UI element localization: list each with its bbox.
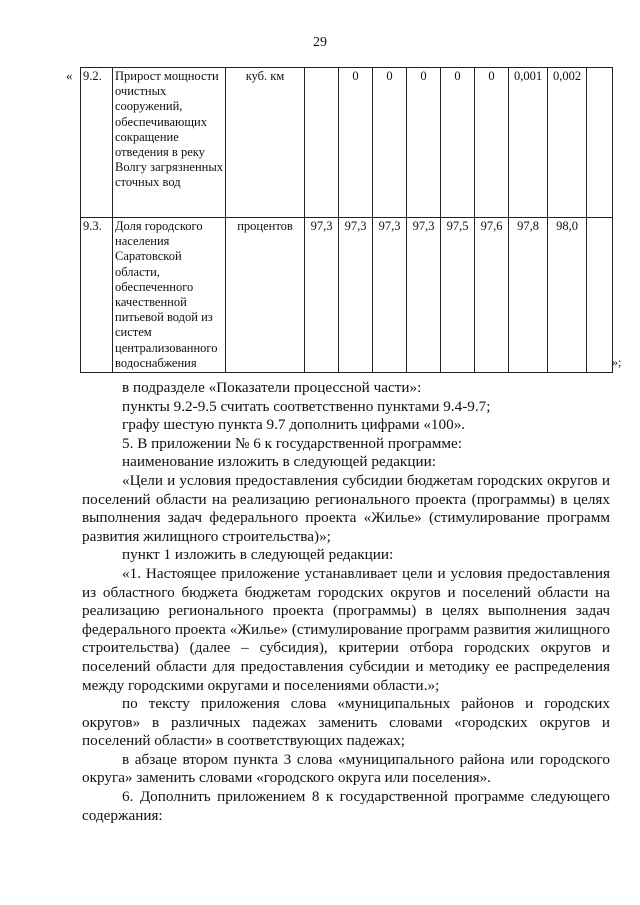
table-row <box>81 218 613 373</box>
paragraph: по тексту приложения слова «муниципальных районов и городских округов» в различных падежах заменить словами «городских округов и поселений области» в соответствующих падежах; <box>82 695 610 750</box>
row-number: 9.2. <box>81 68 113 218</box>
paragraph: «Цели и условия предоставления субсидии бюджетам городских округов и поселений области на реализацию регионального проекта (программы) в целях выполнения задач федерального проекта «Жилье» (стимулирование программ развития жилищного строительства)»; <box>82 471 610 545</box>
paragraph: пункты 9.2-9.5 считать соответственно пунктами 9.4-9.7; <box>122 397 491 415</box>
value-cell: 0 <box>407 68 441 218</box>
value-cell: 0 <box>441 68 475 218</box>
value-cell <box>587 68 613 218</box>
value-cell: 0,002 <box>548 68 587 218</box>
indicator-name: Прирост мощности очистных сооружений, обеспечивающих сокращение отведения в реку Волгу загрязненных сточных вод <box>113 68 226 218</box>
value-cell: 97,8 <box>509 218 548 373</box>
unit: куб. км <box>226 68 305 218</box>
paragraph: 5. В приложении № 6 к государственной программе: <box>122 434 462 452</box>
value-cell: 97,3 <box>407 218 441 373</box>
paragraph: 6. Дополнить приложением 8 к государственной программе следующего содержания: <box>82 788 610 824</box>
paragraph: в подразделе «Показатели процессной части»: <box>122 379 422 396</box>
unit: процентов <box>226 218 305 373</box>
value-cell: 0 <box>339 68 373 218</box>
value-cell: 97,3 <box>305 218 339 373</box>
page-number: 29 <box>313 35 327 50</box>
value-cell <box>587 218 613 373</box>
table-open-quote: « <box>66 68 73 83</box>
value-cell: 97,6 <box>475 218 509 373</box>
value-cell: 0 <box>475 68 509 218</box>
value-cell: 0,001 <box>509 68 548 218</box>
paragraph: пункт 1 изложить в следующей редакции: <box>122 546 394 564</box>
paragraph: наименование изложить в следующей редакции: <box>122 453 436 471</box>
value-cell: 98,0 <box>548 218 587 373</box>
row-number: 9.3. <box>81 218 113 373</box>
value-cell: 97,5 <box>441 218 475 373</box>
value-cell <box>305 68 339 218</box>
document-body <box>82 379 610 825</box>
value-cell: 0 <box>373 68 407 218</box>
paragraph: «1. Настоящее приложение устанавливает цели и условия предоставления из областного бюджета бюджетам городских округов и поселений области на реализацию регионального проекта (программы) в целях выполнения задач федерального проекта «Жилье» (стимулирование программ развития жилищного строительства) (далее – субсидия), критерии отбора городских округов и поселений области для предоставления субсидии и методику ее распределения между городскими округами и поселениями области.»; <box>82 564 610 694</box>
paragraph: в абзаце втором пункта 3 слова «муниципального района или городского округа» заменить словами «городского округа или поселения». <box>82 750 610 787</box>
indicators-table <box>80 67 613 373</box>
table-row <box>81 68 613 218</box>
indicator-name: Доля городского населения Саратовской области, обеспеченного качественной питьевой водой из систем централизованного водоснабжения <box>113 218 226 373</box>
table-close-quote: »; <box>612 355 622 369</box>
value-cell: 97,3 <box>373 218 407 373</box>
value-cell: 97,3 <box>339 218 373 373</box>
paragraph: графу шестую пункта 9.7 дополнить цифрами «100». <box>122 416 466 434</box>
